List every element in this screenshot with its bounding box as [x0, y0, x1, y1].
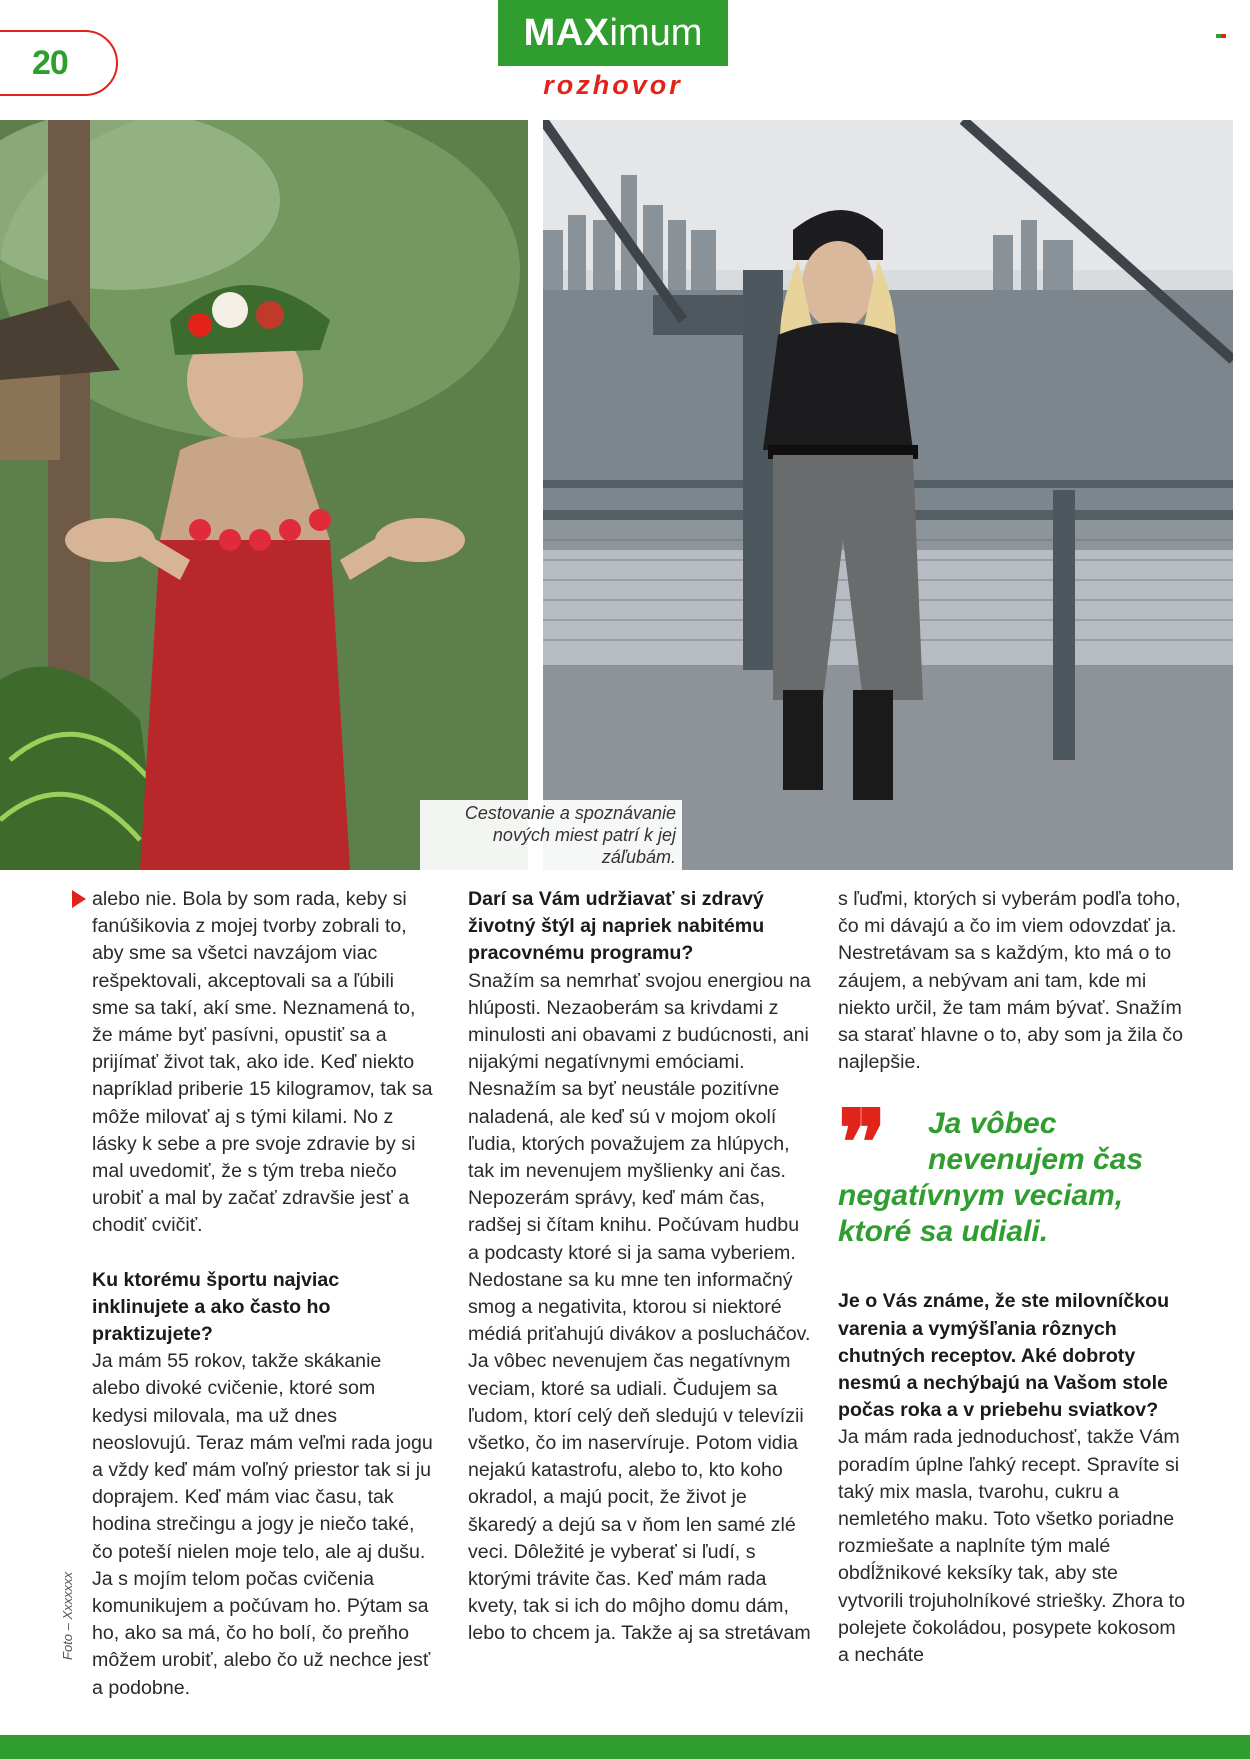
photo-credit: Foto – Xxxxxxx: [60, 1571, 75, 1660]
magazine-logo: [498, 0, 728, 66]
quote-mark-icon: ❞: [838, 1095, 887, 1195]
body-paragraph: alebo nie. Bola by som rada, keby si fanúšikovia z mojej tvorby zobrali to, aby sme sa všetci navzájom viac rešpektovali, akceptovali sa a ľúbili sme sa takí, akí sme. Neznamená to, že máme byť pasívni, opustiť sa a prijímať život tak, ako ide. Keď niekto napríklad priberie 15 kilogramov, tak sa môže milovať aj s tými kilami. No z lásky k sebe a pre svoje zdravie by si mal uvedomiť, že s tým treba niečo urobiť a mal by začať zdravšie jesť a chodiť cvičiť.: [92, 888, 433, 1237]
interview-answer: Snažím sa nemrhať svojou energiou na hlúposti. Nezaoberám sa krivdami z minulosti ani obavami z budúcnosti, ani nijakými negatívnymi emóciami. Nesnažím sa byť neustále pozitívne naladená, ale keď sú v mojom okolí ľudia, ktorých považujem za hlúpych, tak im nevenujem myšlienky ani čas. Nepozerám správy, keď mám čas, radšej si čítam knihu. Počúvam hudbu a podcasty ktoré si ja sama vyberiem. Nedostane sa ku mne ten informačný smog a negativita, ktorou si niektoré médiá priťahujú divákov a poslucháčov. Ja vôbec nevenujem čas negatívnym veciam, ktoré sa udiali. Čudujem sa ľudom, ktorí celý deň sledujú v televízii všetko, čo im naservíruje. Potom vidia nejakú katastrofu, alebo to, kto koho okradol, a majú pocit, že život je škaredý a dejú sa v ňom len samé zlé veci. Dôležité je vyberať si ľudí, s ktorými trávite čas. Keď mám rada kvety, tak si ich do môjho domu dám, lebo to chcem ja. Takže aj sa stretávam: [468, 969, 811, 1645]
logo-light: imum: [609, 12, 703, 54]
text-column-1: [92, 886, 434, 1702]
section-label: rozhovor: [543, 70, 683, 100]
color-mark-icon: [1216, 34, 1228, 42]
text-column-2: [468, 886, 812, 1648]
logo-bold: MAX: [523, 12, 610, 54]
photo-city-bridge: [543, 120, 1233, 870]
page-number: 20: [32, 44, 68, 82]
pull-quote: [838, 1095, 1188, 1250]
pull-quote-line: nevenujem čas: [928, 1143, 1144, 1177]
page-number-tab: [0, 30, 118, 96]
photo-caption: Cestovanie a spoznávanie nových miest patrí k jej záľubám.: [420, 800, 682, 870]
interview-answer: Ja mám 55 rokov, takže skákanie alebo divoké cvičenie, ktoré som kedysi milovala, ma už dnes neoslovujú. Teraz mám veľmi rada jogu a vždy keď mám voľný priestor tak si ju doprajem. Keď mám viac času, tak hodina strečingu a jogy je niečo také, čo poteší nielen moje telo, ale aj dušu. Ja s mojím telom počas cvičenia komunikujem a počúvam ho. Pýtam sa ho, ako sa má, čo ho bolí, čo preňho môžem urobiť, alebo čo už nechce jesť a podobne.: [92, 1350, 433, 1699]
photo-tropical-garden: [0, 120, 528, 870]
interview-question: Je o Vás známe, že ste milovníčkou varenia a vymýšľania rôznych chutných receptov. Aké dobroty nesmú a nechýbajú na Vašom stole počas roka a v priebehu sviatkov?: [838, 1290, 1170, 1422]
pull-quote-line: Ja vôbec: [928, 1107, 1057, 1141]
interview-answer: Ja mám rada jednoduchosť, takže Vám poradím úplne ľahký recept. Spravíte si taký mix masla, tvarohu, cukru a nemletého maku. Toto všetko poriadne rozmiešate a naplníte tým malé obdĺžnikové keksíky tak, aby ste vytvorili trojuholníkové striešky. Zhora to polejete čokoládou, posypete kokosom a necháte: [838, 1426, 1186, 1667]
interview-question: Ku ktorému športu najviac inklinujete a ako často ho praktizujete?: [92, 1268, 340, 1346]
pull-quote-line: ktoré sa udiali.: [838, 1215, 1049, 1249]
footer-bar: [0, 1735, 1250, 1759]
continuation-arrow-icon: [72, 890, 86, 908]
body-paragraph: s ľuďmi, ktorých si vyberám podľa toho, čo mi dávajú a čo im viem odovzdať ja. Nestretávam sa s každým, kto má o to záujem, a nebývam ani tam, kde mi niekto určil, že tam mám bývať. Snažím sa starať hlavne o to, aby som ja žila čo najlepšie.: [838, 888, 1183, 1074]
interview-question: Darí sa Vám udržiavať si zdravý životný štýl aj napriek nabitému pracovnému programu?: [468, 888, 765, 965]
pull-quote-line: negatívnym veciam,: [838, 1179, 1124, 1213]
text-column-3: [838, 886, 1188, 1669]
